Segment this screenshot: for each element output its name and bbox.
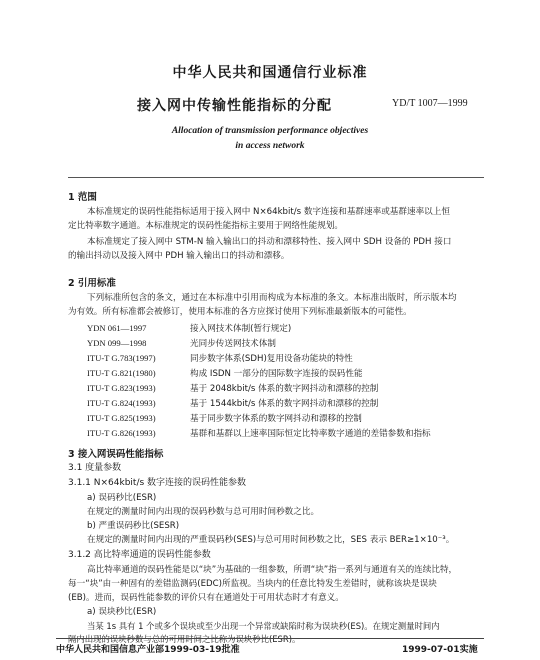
reference-item: [87, 427, 431, 440]
reference-desc: 基群和基群以上速率国际恒定比特率数字通道的差错参数和指标: [190, 429, 431, 439]
item-a-esr: a) 误码秒比(ESR): [87, 493, 157, 503]
section-3-1-2-paragraph-line-2: 每一“块”由一种固有的差错监测码(EDC)所监视。当块内的任意比特发生差错时，就称该块是误块: [68, 579, 437, 589]
reference-code: ITU-T G.824(1993): [87, 398, 156, 408]
section-3-heading: 3 接入网误码性能指标: [68, 449, 164, 460]
reference-item: [87, 397, 378, 410]
section-3-1-2-paragraph-line-3: (EB)。进而，误码性能参数的评价只有在通道处于可用状态时才有意义。: [68, 593, 344, 603]
item-b-sesr: b) 严重误码秒比(SESR): [87, 521, 180, 531]
section-1-heading: 1 范围: [68, 192, 97, 203]
reference-desc: 同步数字体系(SDH)复用设备功能块的特性: [190, 354, 353, 364]
reference-desc: 基于 1544kbit/s 体系的数字网抖动和漂移的控制: [190, 399, 379, 409]
item-a-block-esr-line-2: 隔内出现的误块秒数与总的可用时间之比称为误块秒比(ESR)。: [68, 634, 301, 644]
document-title-cn: 接入网中传输性能指标的分配: [137, 98, 332, 114]
section-2-heading: 2 引用标准: [68, 278, 116, 289]
reference-item: [87, 412, 362, 425]
section-2-paragraph-line-1: 下列标准所包含的条文，通过在本标准中引用而构成为本标准的条文。本标准出版时，所示版本均: [87, 293, 457, 303]
reference-desc: 构成 ISDN 一部分的国际数字连接的误码性能: [190, 369, 363, 379]
section-2-paragraph-line-2: 为有效。所有标准都会被修订，使用本标准的各方应探讨使用下列标准最新版本的可能性。: [68, 307, 412, 317]
reference-item: [87, 337, 276, 350]
reference-code: ITU-T G.826(1993): [87, 428, 156, 438]
section-3-1-heading: 3.1 度量参数: [68, 463, 122, 473]
reference-item: [87, 322, 291, 335]
item-b-sesr-definition: 在规定的测量时间内出现的严重误码秒(SES)与总可用时间秒数之比，SES 表示 BER≥1×10⁻³。: [87, 535, 455, 545]
industry-standard-heading: 中华人民共和国通信行业标准: [172, 65, 368, 81]
reference-code: ITU-T G.821(1980): [87, 368, 156, 378]
reference-item: [87, 367, 363, 380]
reference-desc: 基于 2048kbit/s 体系的数字网抖动和漂移的控制: [190, 384, 379, 394]
reference-code: YDN 099—1998: [87, 338, 147, 348]
reference-code: ITU-T G.825(1993): [87, 413, 156, 423]
reference-code: ITU-T G.783(1997): [87, 353, 156, 363]
standard-number: YD/T 1007—1999: [392, 98, 468, 109]
section-1-paragraph-2-line-2: 的输出抖动以及接入网中 PDH 输入输出口的抖动和漂移。: [68, 251, 290, 261]
reference-item: [87, 352, 353, 365]
header-divider: [68, 177, 484, 178]
section-3-1-1-heading: 3.1.1 N×64kbit/s 数字连接的误码性能参数: [68, 478, 247, 488]
footer-divider: [56, 638, 484, 639]
item-a-esr-definition: 在规定的测量时间内出现的误码秒数与总可用时间秒数之比。: [87, 507, 320, 517]
section-1-paragraph-1-line-2: 定比特率数字通道。本标准规定的误码性能指标主要用于网络性能规划。: [68, 221, 344, 231]
reference-desc: 光同步传送网技术体制: [190, 339, 276, 349]
reference-item: [87, 382, 378, 395]
reference-desc: 基于同步数字体系的数字网抖动和漂移的控制: [190, 414, 362, 424]
section-1-paragraph-2-line-1: 本标准规定了接入网中 STM-N 输入输出口的抖动和漂移特性、接入网中 SDH 设备的 PDH 接口: [87, 237, 452, 247]
item-a-block-esr: a) 误块秒比(ESR): [87, 607, 157, 617]
item-a-block-esr-line-1: 当某 1s 具有 1 个或多个误块或至少出现一个异常或缺陷时称为误块秒(ES)。在规定测量时间内: [87, 621, 440, 631]
document-title-en-line2: in access network: [235, 141, 305, 151]
reference-desc: 接入网技术体制(暂行规定): [190, 324, 292, 334]
section-3-1-2-heading: 3.1.2 高比特率通道的误码性能参数: [68, 550, 211, 560]
section-3-1-2-paragraph-line-1: 高比特率通道的误码性能是以“块”为基础的一组参数，所谓“块”指一系列与通道有关的连续比特，: [87, 565, 458, 575]
document-title-en-line1: Allocation of transmission performance objectives: [171, 126, 369, 136]
footer-effective-date: 1999-07-01实施: [402, 645, 478, 655]
reference-code: ITU-T G.823(1993): [87, 383, 156, 393]
reference-code: YDN 061—1997: [87, 323, 147, 333]
section-1-paragraph-1-line-1: 本标准规定的误码性能指标适用于接入网中 N×64kbit/s 数字连接和基群速率或基群速率以上恒: [87, 207, 450, 217]
footer-issuer: 中华人民共和国信息产业部1999-03-19批准: [56, 645, 240, 655]
